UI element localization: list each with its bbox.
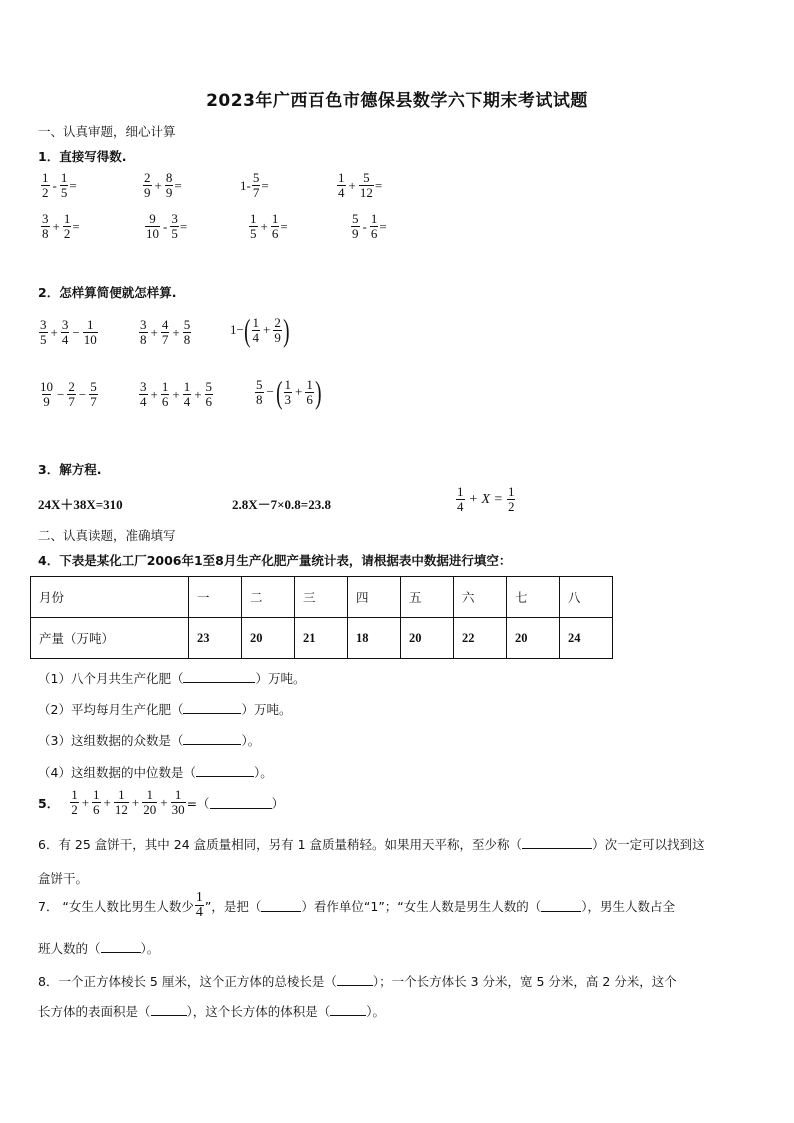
table-header-cell: 五 [401,577,454,618]
table-header-cell: 月份 [31,577,189,618]
question-4-label: 4．下表是某化工厂2006年1至8月生产化肥产量统计表，请根据表中数据进行填空： [38,553,512,568]
question-1-label: 1．直接写得数. [38,149,127,164]
answer-blank[interactable] [183,701,241,714]
q4-sub-4: （4）这组数据的中位数是（ ）。 [38,765,273,780]
answer-blank[interactable] [337,973,373,986]
table-row [31,618,613,659]
question-8-line-2: 长方体的表面积是（ ），这个长方体的体积是（ ）。 [38,1004,386,1019]
question-8-line-1: 8．一个正方体棱长 5 厘米，这个正方体的总棱长是（ ）；一个长方体长 3 分米，宽 5 分米，高 2 分米，这个 [38,974,677,989]
table-cell: 22 [454,618,507,659]
q2-expr-3: 1− ( $\frac{1}{4}$ + $\frac{2}{9}$ ) [230,312,290,348]
q1-item-7: $\frac{1}{5}$ + $\frac{1}{6}$ = [250,211,288,241]
table-header-cell: 八 [560,577,613,618]
table-cell: 产量（万吨） [31,618,189,659]
table-header-cell: 四 [348,577,401,618]
answer-blank[interactable] [183,670,255,683]
section-1-heading: 一、认真审题，细心计算 [38,124,176,139]
answer-blank[interactable] [210,796,272,809]
answer-blank[interactable] [151,1003,187,1016]
question-5: 5． $\frac{1}{2}$ + $\frac{1}{6}$ + $\frac{1}{12}$ + $\frac{1}{20}$ + $\frac{1}{30}$ =（ ） [38,787,285,817]
q1-item-6: $\frac{9}{10}$ - $\frac{3}{5}$ = [146,211,188,241]
table-header-cell: 一 [189,577,242,618]
question-7-line-2: 班人数的（ ）。 [38,941,160,956]
table-cell: 20 [401,618,454,659]
table-cell: 20 [242,618,295,659]
q1-item-2: $\frac{2}{9}$ + $\frac{8}{9}$ = [144,170,182,200]
production-table [30,576,613,659]
answer-blank[interactable] [522,836,592,849]
q1-item-4: $\frac{1}{4}$ + $\frac{5}{12}$ = [338,170,383,200]
table-cell: 21 [295,618,348,659]
page-title: 2023年广西百色市德保县数学六下期末考试试题 [206,91,588,111]
answer-blank[interactable] [541,899,581,912]
q4-sub-1: （1）八个月共生产化肥（ ）万吨。 [38,671,306,686]
q2-expr-1: $\frac{3}{5}$ + $\frac{3}{4}$ − $\frac{1}{10}$ [40,317,97,347]
answer-blank[interactable] [330,1003,366,1016]
fraction: $\frac{1}{2}$ [42,170,49,200]
q2-expr-4: $\frac{10}{9}$ − $\frac{2}{7}$ − $\frac{5}{7}$ [40,379,97,409]
q2-expr-5: $\frac{3}{4}$ + $\frac{1}{6}$ + $\frac{1}{4}$ + $\frac{5}{6}$ [140,379,213,409]
equation-1: 24X＋38X=310 [38,497,123,512]
table-header-cell: 二 [242,577,295,618]
table-row [31,577,613,618]
table-header-cell: 六 [454,577,507,618]
equation-2: 2.8X－7×0.8=23.8 [232,497,331,512]
q2-expr-2: $\frac{3}{8}$ + $\frac{4}{7}$ + $\frac{5}{8}$ [140,317,191,347]
answer-blank[interactable] [196,764,254,777]
q2-expr-6: $\frac{5}{8}$ − ( $\frac{1}{3}$ + $\frac{1}{6}$ ) [256,374,322,410]
answer-blank[interactable] [183,732,241,745]
q4-sub-3: （3）这组数据的众数是（ ）。 [38,733,261,748]
section-2-heading: 二、认真读题，准确填写 [38,528,176,543]
fraction: $\frac{1}{5}$ [60,170,68,200]
table-header-cell: 七 [507,577,560,618]
q1-item-5: $\frac{3}{8}$ + $\frac{1}{2}$ = [42,211,80,241]
q1-item-8: $\frac{5}{9}$ - $\frac{1}{6}$ = [352,211,387,241]
table-cell: 20 [507,618,560,659]
answer-blank[interactable] [101,940,141,953]
answer-blank[interactable] [261,899,301,912]
question-2-label: 2．怎样算简便就怎样算. [38,285,177,300]
table-cell: 23 [189,618,242,659]
equation-3: $\frac{1}{4}$ + X = $\frac{1}{2}$ [457,484,515,514]
table-cell: 24 [560,618,613,659]
question-6-line-2: 盒饼干。 [38,871,89,886]
question-7-line-1: 7． “女生人数比男生人数少 $\frac{1}{4}$ ”，是把（ ）看作单位“1”；“女生人数是男生人数的（ ），男生人数占全 [38,890,676,920]
q4-sub-2: （2）平均每月生产化肥（ ）万吨。 [38,702,292,717]
table-cell: 18 [348,618,401,659]
question-6-line-1: 6．有 25 盒饼干，其中 24 盒质量相同，另有 1 盒质量稍轻。如果用天平称，至少称（ ）次一定可以找到这 [38,837,705,852]
q1-item-3: 1- $\frac{5}{7}$ = [240,170,269,200]
table-header-cell: 三 [295,577,348,618]
q1-item-1: $\frac{1}{2}$ - $\frac{1}{5}$ = [42,170,77,200]
question-3-label: 3．解方程. [38,462,102,477]
